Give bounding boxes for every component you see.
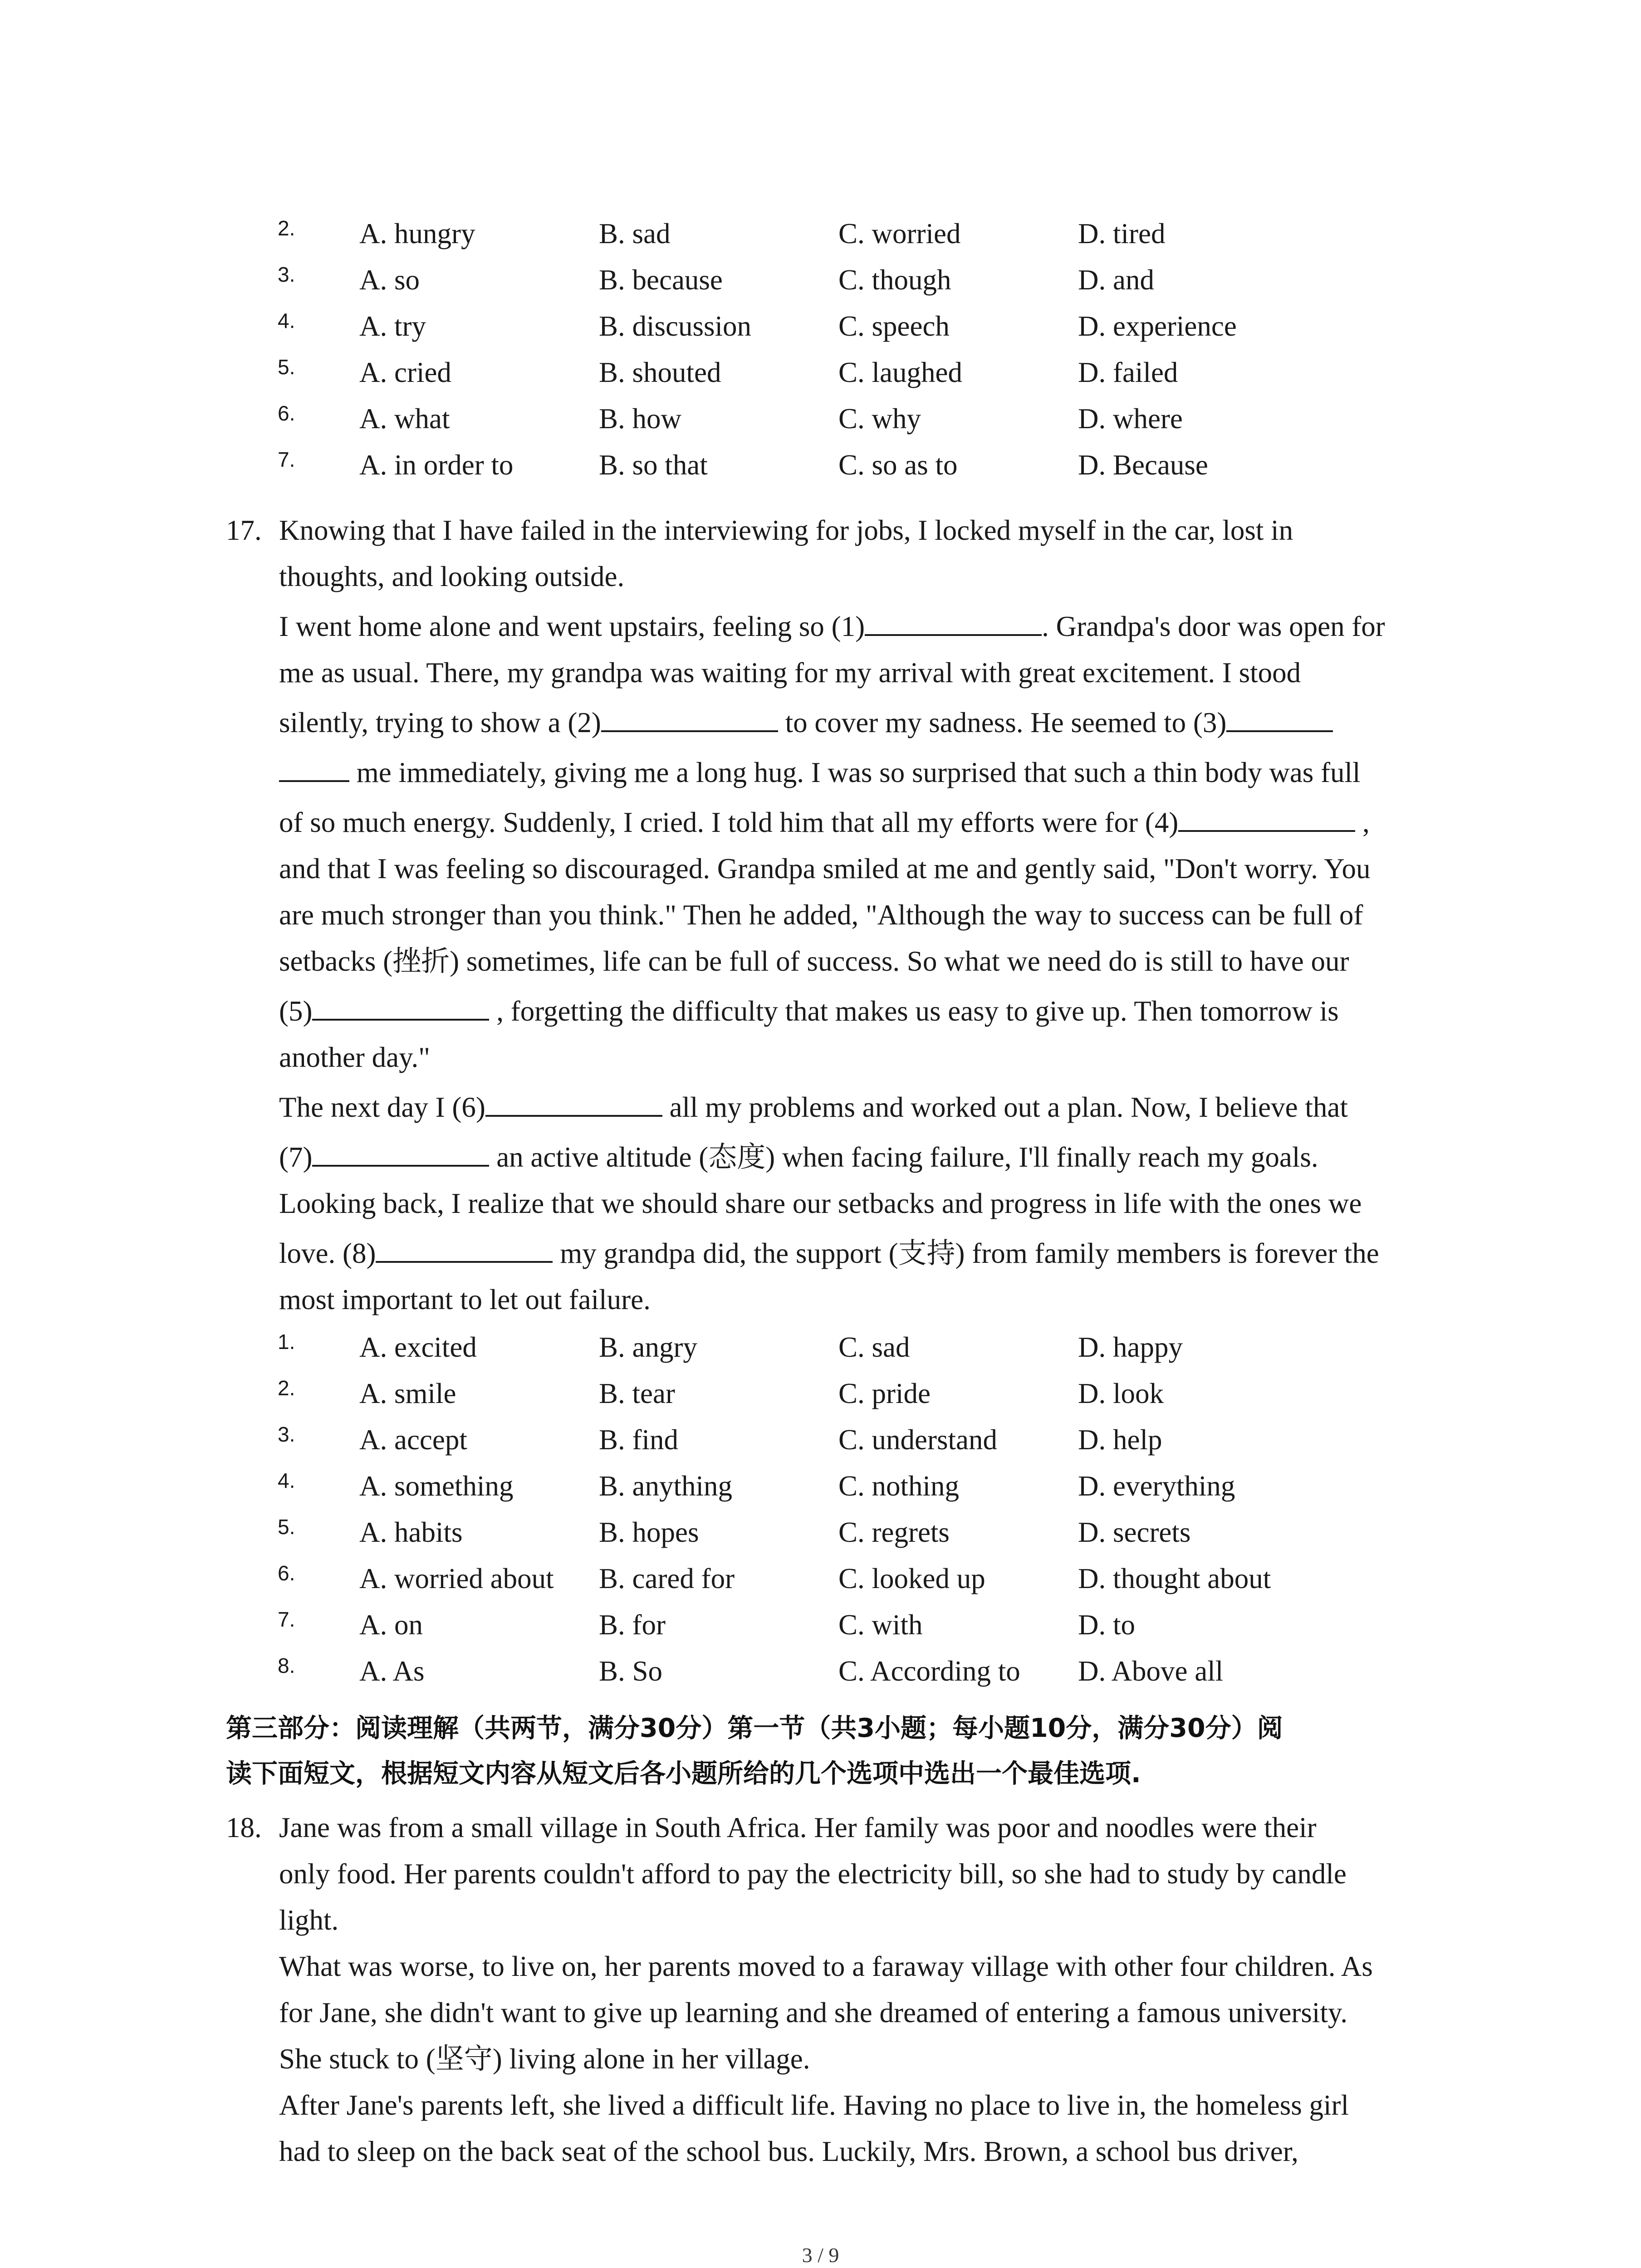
passage-line: me immediately, giving me a long hug. I was so surprised that such a thin body was full xyxy=(279,749,1361,796)
option-d: D. Above all xyxy=(1078,1655,1224,1687)
passage-line: What was worse, to live on, her parents moved to a faraway village with other four children. As xyxy=(279,1950,1373,1982)
option-c: C. looked up xyxy=(838,1563,985,1594)
option-c: C. speech xyxy=(838,310,950,342)
passage-line: me as usual. There, my grandpa was waiting for my arrival with great excitement. I stood xyxy=(279,657,1301,689)
option-c: C. so as to xyxy=(838,449,958,481)
option-a: A. cried xyxy=(359,357,451,388)
option-d: D. Because xyxy=(1078,449,1208,481)
blank-7 xyxy=(312,1139,489,1167)
blank-2 xyxy=(601,704,778,732)
option-c: C. with xyxy=(838,1609,923,1641)
option-d: D. secrets xyxy=(1078,1516,1191,1548)
passage-line: of so much energy. Suddenly, I cried. I told him that all my efforts were for (4) , xyxy=(279,799,1370,846)
option-number: 8. xyxy=(278,1654,295,1677)
blank-8 xyxy=(376,1235,553,1263)
passage-line: had to sleep on the back seat of the school bus. Luckily, Mrs. Brown, a school bus driver, xyxy=(279,2136,1298,2167)
option-b: B. tear xyxy=(599,1378,675,1409)
option-b: B. hopes xyxy=(599,1516,699,1548)
option-c: C. regrets xyxy=(838,1516,950,1548)
passage-line: Knowing that I have failed in the interviewing for jobs, I locked myself in the car, lost in xyxy=(279,514,1293,546)
passage-line: She stuck to (坚守) living alone in her village. xyxy=(279,2043,810,2075)
option-b: B. So xyxy=(599,1655,663,1687)
passage-line: light. xyxy=(279,1904,339,1936)
passage-line: silently, trying to show a (2) to cover my sadness. He seemed to (3) xyxy=(279,699,1333,746)
option-b: B. angry xyxy=(599,1331,697,1363)
option-row xyxy=(0,1604,1641,1651)
option-b: B. anything xyxy=(599,1470,732,1502)
option-number: 2. xyxy=(278,1376,295,1400)
option-c: C. pride xyxy=(838,1378,931,1409)
option-d: D. look xyxy=(1078,1378,1164,1409)
page-number: 3 / 9 xyxy=(802,2244,839,2267)
option-row xyxy=(0,398,1641,445)
question-number: 18. xyxy=(226,1812,262,1843)
passage-line: I went home alone and went upstairs, feeling so (1) . Grandpa's door was open for xyxy=(279,603,1385,650)
passage-line: Looking back, I realize that we should share our setbacks and progress in life with the ones we xyxy=(279,1188,1362,1219)
option-c: C. though xyxy=(838,264,951,296)
option-c: C. understand xyxy=(838,1424,997,1456)
option-number: 3. xyxy=(278,263,295,286)
option-d: D. failed xyxy=(1078,357,1178,388)
option-a: A. smile xyxy=(359,1378,456,1409)
option-b: B. for xyxy=(599,1609,666,1641)
option-row xyxy=(0,445,1641,491)
blank-3-continued xyxy=(279,754,349,782)
option-row xyxy=(0,1558,1641,1604)
option-a: A. accept xyxy=(359,1424,467,1456)
option-d: D. happy xyxy=(1078,1331,1183,1363)
option-b: B. find xyxy=(599,1424,679,1456)
option-a: A. worried about xyxy=(359,1563,554,1594)
option-number: 6. xyxy=(278,401,295,425)
passage-line: another day." xyxy=(279,1041,430,1073)
section-heading-line: 读下面短文，根据短文内容从短文后各小题所给的几个选项中选出一个最佳选项. xyxy=(226,1759,1141,1789)
option-d: D. tired xyxy=(1078,218,1166,249)
passage-line: love. (8) my grandpa did, the support (支持) from family members is forever the xyxy=(279,1230,1379,1276)
option-row xyxy=(0,1466,1641,1512)
option-d: D. everything xyxy=(1078,1470,1235,1502)
option-number: 4. xyxy=(278,1469,295,1492)
passage-line: (5) , forgetting the difficulty that makes us easy to give up. Then tomorrow is xyxy=(279,988,1339,1034)
option-d: D. thought about xyxy=(1078,1563,1271,1594)
option-number: 5. xyxy=(278,1515,295,1539)
option-d: D. where xyxy=(1078,403,1183,435)
blank-1 xyxy=(865,608,1042,636)
option-b: B. sad xyxy=(599,218,671,249)
option-c: C. nothing xyxy=(838,1470,960,1502)
option-number: 3. xyxy=(278,1422,295,1446)
passage-line: are much stronger than you think." Then he added, "Although the way to success can be full of xyxy=(279,899,1363,931)
options-block-top xyxy=(0,213,1641,491)
passage-line: and that I was feeling so discouraged. Grandpa smiled at me and gently said, "Don't worry. You xyxy=(279,853,1371,885)
option-number: 5. xyxy=(278,355,295,379)
option-row xyxy=(0,1651,1641,1697)
option-row xyxy=(0,352,1641,398)
option-row xyxy=(0,306,1641,352)
passage-line: for Jane, she didn't want to give up learning and she dreamed of entering a famous university. xyxy=(279,1997,1348,2028)
option-c: C. worried xyxy=(838,218,961,249)
option-d: D. experience xyxy=(1078,310,1237,342)
blank-4 xyxy=(1178,804,1355,832)
option-a: A. habits xyxy=(359,1516,463,1548)
option-b: B. shouted xyxy=(599,357,721,388)
option-c: C. According to xyxy=(838,1655,1020,1687)
option-a: A. what xyxy=(359,403,450,435)
option-row xyxy=(0,213,1641,259)
passage-line: most important to let out failure. xyxy=(279,1284,651,1315)
option-d: D. help xyxy=(1078,1424,1162,1456)
option-number: 4. xyxy=(278,309,295,332)
option-row xyxy=(0,1373,1641,1419)
question-number: 17. xyxy=(226,514,262,546)
option-b: B. cared for xyxy=(599,1563,735,1594)
option-row xyxy=(0,1327,1641,1373)
option-a: A. excited xyxy=(359,1331,477,1363)
option-b: B. so that xyxy=(599,449,708,481)
option-row xyxy=(0,259,1641,306)
section-heading-line: 第三部分：阅读理解（共两节，满分30分）第一节（共3小题；每小题10分，满分30分）阅 xyxy=(226,1713,1283,1743)
option-number: 7. xyxy=(278,1608,295,1631)
option-a: A. in order to xyxy=(359,449,514,481)
option-number: 2. xyxy=(278,216,295,240)
passage-line: setbacks (挫折) sometimes, life can be full of success. So what we need do is still to have our xyxy=(279,945,1349,977)
option-c: C. laughed xyxy=(838,357,962,388)
option-a: A. on xyxy=(359,1609,423,1641)
option-number: 7. xyxy=(278,448,295,471)
blank-5 xyxy=(312,992,489,1021)
option-c: C. sad xyxy=(838,1331,910,1363)
option-a: A. try xyxy=(359,310,426,342)
option-a: A. hungry xyxy=(359,218,475,249)
option-b: B. because xyxy=(599,264,723,296)
blank-3 xyxy=(1226,704,1333,732)
option-row xyxy=(0,1419,1641,1466)
blank-6 xyxy=(485,1089,662,1117)
passage-line: Jane was from a small village in South Africa. Her family was poor and noodles were their xyxy=(279,1812,1317,1843)
passage-line: thoughts, and looking outside. xyxy=(279,561,625,592)
passage-line: The next day I (6) all my problems and worked out a plan. Now, I believe that xyxy=(279,1084,1348,1130)
passage-line: (7) an active altitude (态度) when facing failure, I'll finally reach my goals. xyxy=(279,1134,1318,1180)
option-a: A. so xyxy=(359,264,420,296)
section-heading xyxy=(226,1706,1460,1796)
option-c: C. why xyxy=(838,403,921,435)
option-d: D. and xyxy=(1078,264,1154,296)
option-b: B. how xyxy=(599,403,682,435)
option-b: B. discussion xyxy=(599,310,752,342)
option-row xyxy=(0,1512,1641,1558)
options-block-17 xyxy=(0,1327,1641,1697)
passage-line: only food. Her parents couldn't afford to pay the electricity bill, so she had to study by candle xyxy=(279,1858,1347,1890)
option-d: D. to xyxy=(1078,1609,1135,1641)
option-number: 6. xyxy=(278,1561,295,1585)
option-number: 1. xyxy=(278,1330,295,1354)
passage-line: After Jane's parents left, she lived a difficult life. Having no place to live in, the homeless girl xyxy=(279,2089,1349,2121)
option-a: A. something xyxy=(359,1470,514,1502)
option-a: A. As xyxy=(359,1655,425,1687)
